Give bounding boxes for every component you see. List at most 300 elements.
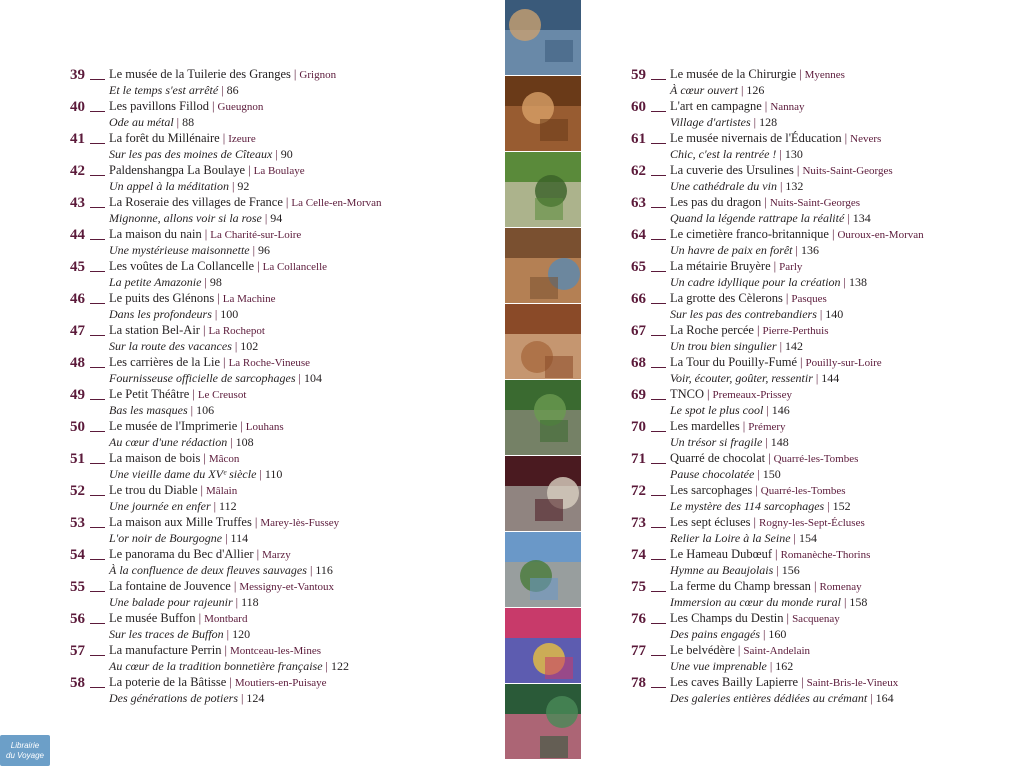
rock-formation-icon (505, 532, 581, 608)
separator: | (737, 643, 741, 657)
separator: | (753, 115, 757, 129)
entry-place: Sacquenay (792, 613, 840, 625)
toc-entry (631, 674, 1001, 706)
separator: | (285, 195, 289, 209)
separator: | (844, 131, 848, 145)
entry-number: 56 (70, 611, 85, 627)
entry-subtitle: Chic, c'est la rentrée ! (670, 147, 777, 161)
entry-number: 78 (631, 675, 646, 691)
entry-place: Saint-Andelain (743, 645, 811, 657)
entry-page: 132 (785, 179, 804, 193)
entry-subtitle: Sur les pas des contrebandiers (670, 307, 817, 321)
entry-title: La manufacture Perrin (109, 643, 222, 657)
entry-title: Le musée Buffon (109, 611, 196, 625)
number-rule (651, 623, 666, 624)
entry-place: Louhans (245, 421, 284, 433)
toc-entry (631, 514, 1001, 546)
right-column (631, 66, 1001, 706)
entry-number: 44 (70, 227, 85, 243)
toc-entry (631, 418, 1001, 450)
entry-place: Grignon (299, 69, 337, 81)
entry-title: Les sarcophages (670, 483, 753, 497)
number-rule (651, 143, 666, 144)
number-rule (90, 591, 105, 592)
entry-page: 160 (768, 627, 787, 641)
entry-page: 126 (746, 83, 765, 97)
mosaic-sculpture-icon (505, 0, 581, 76)
entry-place: Saint-Bris-le-Vineux (806, 677, 899, 689)
entry-title: Le belvédère (670, 643, 735, 657)
toc-entry (70, 610, 490, 642)
entry-place: La Collancelle (262, 261, 328, 273)
separator: | (793, 531, 796, 545)
entry-page: 94 (270, 211, 283, 225)
entry-number: 53 (70, 515, 85, 531)
entry-subtitle: Sur les traces de Buffon (109, 627, 224, 641)
separator: | (254, 515, 258, 529)
toc-entry (70, 674, 490, 706)
entry-subtitle: Un trou bien singulier (670, 339, 777, 353)
logo-line-2: du Voyage (6, 751, 44, 760)
entry-page: 158 (849, 595, 868, 609)
separator: | (222, 131, 226, 145)
left-column (70, 66, 490, 706)
entry-title: Le musée nivernais de l'Éducation (670, 131, 842, 145)
wine-bottle-icon (505, 456, 581, 532)
separator: | (773, 259, 777, 273)
entry-title: Le musée de la Tuilerie des Granges (109, 67, 291, 81)
separator: | (214, 307, 218, 321)
entry-place: Le Creusot (197, 389, 247, 401)
separator: | (769, 659, 773, 673)
toc-entry (70, 482, 490, 514)
castle-turret-icon (505, 228, 581, 304)
toc-entry (70, 226, 490, 258)
number-rule (651, 207, 666, 208)
number-rule (651, 175, 666, 176)
separator: | (204, 275, 207, 289)
entry-place: Mâlain (206, 485, 238, 497)
entry-subtitle: Un havre de paix en forêt (670, 243, 793, 257)
toc-entry (631, 226, 1001, 258)
entry-number: 50 (70, 419, 85, 435)
separator: | (779, 339, 782, 353)
entry-title: La fontaine de Jouvence (109, 579, 231, 593)
toc-entry (70, 66, 490, 98)
entry-page: 144 (821, 371, 840, 385)
entry-number: 76 (631, 611, 646, 627)
entry-subtitle: Mignonne, allons voir si la rose (109, 211, 262, 225)
entry-place: La Charité-sur-Loire (210, 229, 302, 241)
entry-place: Nannay (770, 101, 805, 113)
entry-page: 146 (771, 403, 790, 417)
entry-place: La Machine (222, 293, 276, 305)
entry-number: 75 (631, 579, 646, 595)
toc-entry (631, 194, 1001, 226)
entry-place: Nevers (850, 133, 882, 145)
separator: | (742, 419, 746, 433)
number-rule (90, 79, 105, 80)
separator: | (815, 371, 819, 385)
separator: | (768, 451, 771, 465)
wine-barrels-icon (505, 76, 581, 152)
entry-subtitle: Le spot le plus cool (670, 403, 764, 417)
entry-place: Nuits-Saint-Georges (802, 165, 893, 177)
separator: | (796, 163, 800, 177)
number-rule (90, 623, 105, 624)
separator: | (741, 83, 744, 97)
number-rule (90, 367, 105, 368)
number-rule (651, 271, 666, 272)
entry-place: Nuits-Saint-Georges (769, 197, 861, 209)
entry-title: La ferme du Champ bressan (670, 579, 811, 593)
entry-number: 39 (70, 67, 85, 83)
entry-subtitle: À cœur ouvert (670, 83, 738, 97)
entry-title: Les carrières de la Lie (109, 355, 221, 369)
separator: | (756, 323, 760, 337)
entry-number: 46 (70, 291, 85, 307)
entry-subtitle: Le mystère des 114 sarcophages (670, 499, 825, 513)
number-rule (651, 431, 666, 432)
entry-place: La Celle-en-Morvan (291, 197, 382, 209)
separator: | (223, 355, 226, 369)
entry-place: Messigny-et-Vantoux (239, 581, 335, 593)
entry-page: 148 (770, 435, 789, 449)
number-rule (651, 655, 666, 656)
separator: | (235, 595, 239, 609)
entry-title: L'art en campagne (670, 99, 762, 113)
separator: | (786, 611, 790, 625)
separator: | (779, 147, 782, 161)
entry-subtitle: Sur la route des vacances (109, 339, 232, 353)
number-rule (90, 655, 105, 656)
entry-page: 122 (330, 659, 349, 673)
number-rule (90, 559, 105, 560)
separator: | (801, 675, 804, 689)
entry-page: 106 (196, 403, 215, 417)
separator: | (298, 371, 301, 385)
entry-number: 63 (631, 195, 646, 211)
entry-subtitle: Et le temps s'est arrêté (109, 83, 219, 97)
entry-page: 86 (226, 83, 239, 97)
water-lilies-icon (505, 684, 581, 760)
number-rule (90, 687, 105, 688)
separator: | (707, 387, 710, 401)
entry-place: Romanèche-Thorins (780, 549, 871, 561)
entry-page: 102 (240, 339, 259, 353)
entry-number: 73 (631, 515, 646, 531)
entry-page: 116 (315, 563, 333, 577)
entry-page: 118 (241, 595, 259, 609)
entry-page: 152 (832, 499, 851, 513)
entry-place: Premeaux-Prissey (712, 389, 792, 401)
librairie-du-voyage-logo (0, 735, 50, 766)
number-rule (651, 335, 666, 336)
separator: | (766, 403, 769, 417)
entry-subtitle: La petite Amazonie (109, 275, 202, 289)
entry-page: 90 (280, 147, 293, 161)
entry-place: Quarré-les-Tombes (773, 453, 859, 465)
entry-title: Le cimetière franco-britannique (670, 227, 829, 241)
entry-place: Montceau-les-Mines (229, 645, 321, 657)
separator: | (259, 467, 262, 481)
entry-page: 154 (798, 531, 817, 545)
entry-page: 136 (800, 243, 819, 257)
entry-subtitle: Un cadre idyllique pour la création (670, 275, 841, 289)
entry-number: 72 (631, 483, 646, 499)
entry-place: Izeure (228, 133, 256, 145)
number-rule (651, 399, 666, 400)
entry-page: 142 (784, 339, 803, 353)
number-rule (651, 527, 666, 528)
entry-title: Paldenshangpa La Boulaye (109, 163, 246, 177)
entry-title: Quarré de chocolat (670, 451, 766, 465)
number-rule (90, 527, 105, 528)
separator: | (844, 595, 847, 609)
entry-page: 138 (848, 275, 867, 289)
entry-title: La poterie de la Bâtisse (109, 675, 227, 689)
stone-bridge-icon (505, 380, 581, 456)
entry-subtitle: Une cathédrale du vin (670, 179, 777, 193)
separator: | (776, 563, 779, 577)
entry-place: Ouroux-en-Morvan (837, 229, 924, 241)
entry-title: La métairie Bruyère (670, 259, 771, 273)
entry-title: Le panorama du Bec d'Allier (109, 547, 254, 561)
entry-number: 45 (70, 259, 85, 275)
separator: | (200, 483, 204, 497)
number-rule (651, 79, 666, 80)
separator: | (775, 547, 778, 561)
entry-number: 58 (70, 675, 85, 691)
entry-title: La cuverie des Ursulines (670, 163, 794, 177)
number-rule (651, 303, 666, 304)
separator: | (190, 403, 194, 417)
entry-page: 164 (875, 691, 894, 705)
number-rule (90, 303, 105, 304)
entry-place: Marey-lès-Fussey (260, 517, 340, 529)
entry-place: La Roche-Vineuse (228, 357, 311, 369)
entry-page: 104 (303, 371, 322, 385)
toc-entry (70, 162, 490, 194)
entry-title: La grotte des Cèlerons (670, 291, 783, 305)
entry-title: Le Hameau Dubœuf (670, 547, 773, 561)
separator: | (226, 627, 230, 641)
separator: | (764, 99, 768, 113)
entry-number: 77 (631, 643, 646, 659)
entry-number: 64 (631, 227, 646, 243)
separator: | (252, 243, 256, 257)
entry-title: La forêt du Millénaire (109, 131, 220, 145)
entry-page: 130 (784, 147, 803, 161)
entry-number: 60 (631, 99, 646, 115)
toc-entry (631, 610, 1001, 642)
entry-number: 49 (70, 387, 85, 403)
entry-place: Pasques (791, 293, 827, 305)
toc-entry (631, 450, 1001, 482)
entry-page: 150 (762, 467, 781, 481)
entry-page: 134 (852, 211, 871, 225)
separator: | (753, 515, 757, 529)
separator: | (225, 531, 228, 545)
entry-number: 61 (631, 131, 646, 147)
photo-strip (505, 0, 581, 766)
entry-title: La maison du nain (109, 227, 202, 241)
separator: | (202, 323, 206, 337)
logo-line-1: Librairie (10, 741, 40, 750)
toc-entry (631, 354, 1001, 386)
entry-subtitle: Des galeries entières dédiées au crémant (670, 691, 868, 705)
entry-title: Les sept écluses (670, 515, 751, 529)
toc-entry (70, 258, 490, 290)
toc-entry (70, 386, 490, 418)
entry-number: 74 (631, 547, 646, 563)
entry-title: Le puits des Glénons (109, 291, 215, 305)
separator: | (234, 339, 238, 353)
separator: | (763, 627, 766, 641)
number-rule (90, 111, 105, 112)
entry-number: 41 (70, 131, 85, 147)
entry-title: La Roseraie des villages de France (109, 195, 283, 209)
entry-title: Le trou du Diable (109, 483, 198, 497)
separator: | (248, 163, 251, 177)
entry-title: TNCO (670, 387, 705, 401)
entry-subtitle: Des pains engagés (670, 627, 760, 641)
entry-title: Le Petit Théâtre (109, 387, 190, 401)
toc-entry (70, 514, 490, 546)
toc-entry (70, 98, 490, 130)
separator: | (795, 243, 798, 257)
number-rule (90, 175, 105, 176)
entry-number: 62 (631, 163, 646, 179)
separator: | (203, 451, 206, 465)
entry-place: Pouilly-sur-Loire (805, 357, 882, 369)
toc-entry (631, 578, 1001, 610)
number-rule (90, 239, 105, 240)
entry-page: 88 (182, 115, 195, 129)
entry-place: La Boulaye (253, 165, 305, 177)
number-rule (90, 463, 105, 464)
entry-subtitle: Au cœur de la tradition bonnetière française (109, 659, 323, 673)
entry-place: Montbard (204, 613, 248, 625)
entry-page: 100 (220, 307, 239, 321)
separator: | (843, 275, 846, 289)
entry-place: Romenay (819, 581, 862, 593)
entry-page: 162 (775, 659, 794, 673)
entry-title: Les pavillons Fillod (109, 99, 209, 113)
number-rule (90, 399, 105, 400)
toc-entry (631, 386, 1001, 418)
bread-loaves-icon (505, 304, 581, 380)
entry-subtitle: Un trésor si fragile (670, 435, 763, 449)
entry-title: Le musée de l'Imprimerie (109, 419, 238, 433)
separator: | (755, 483, 758, 497)
separator: | (309, 563, 313, 577)
entry-title: La Tour du Pouilly-Fumé (670, 355, 798, 369)
entry-place: Pierre-Perthuis (762, 325, 829, 337)
number-rule (90, 335, 105, 336)
number-rule (651, 559, 666, 560)
separator: | (240, 691, 244, 705)
number-rule (90, 207, 105, 208)
entry-page: 120 (232, 627, 251, 641)
entry-title: Les mardelles (670, 419, 740, 433)
number-rule (90, 431, 105, 432)
number-rule (651, 687, 666, 688)
separator: | (799, 67, 802, 81)
entry-subtitle: Relier la Loire à la Seine (670, 531, 791, 545)
toc-entry (70, 290, 490, 322)
entry-place: Parly (779, 261, 803, 273)
separator: | (275, 147, 278, 161)
number-rule (651, 367, 666, 368)
entry-number: 66 (631, 291, 646, 307)
entry-number: 68 (631, 355, 646, 371)
entry-subtitle: À la confluence de deux fleuves sauvages (109, 563, 307, 577)
number-rule (90, 495, 105, 496)
entry-number: 51 (70, 451, 85, 467)
toc-entry (631, 130, 1001, 162)
entry-number: 71 (631, 451, 646, 467)
entry-title: La Roche percée (670, 323, 754, 337)
entry-page: 128 (759, 115, 778, 129)
toc-entry (70, 642, 490, 674)
number-rule (90, 271, 105, 272)
separator: | (240, 419, 243, 433)
entry-page: 112 (219, 499, 237, 513)
entry-subtitle: Un appel à la méditation (109, 179, 229, 193)
toc-entry (70, 322, 490, 354)
number-rule (651, 463, 666, 464)
separator: | (827, 499, 830, 513)
entry-subtitle: Une vieille dame du XVᵉ siècle (109, 467, 257, 481)
separator: | (213, 499, 217, 513)
entry-subtitle: Une vue imprenable (670, 659, 767, 673)
entry-place: Rogny-les-Sept-Écluses (759, 517, 865, 529)
separator: | (256, 547, 260, 561)
entry-subtitle: Village d'artistes (670, 115, 751, 129)
entry-number: 42 (70, 163, 85, 179)
entry-subtitle: Au cœur d'une rédaction (109, 435, 228, 449)
separator: | (233, 579, 237, 593)
entry-title: La station Bel-Air (109, 323, 200, 337)
entry-subtitle: Des générations de potiers (109, 691, 238, 705)
separator: | (847, 211, 850, 225)
entry-place: Gueugnon (217, 101, 264, 113)
entry-number: 52 (70, 483, 85, 499)
entry-subtitle: Une journée en enfer (109, 499, 211, 513)
entry-page: 98 (209, 275, 222, 289)
entry-page: 124 (246, 691, 265, 705)
separator: | (212, 99, 215, 113)
entry-title: Les pas du dragon (670, 195, 762, 209)
entry-number: 59 (631, 67, 646, 83)
entry-subtitle: Une mystérieuse maisonnette (109, 243, 250, 257)
colorful-mural-icon (505, 608, 581, 684)
entry-page: 110 (264, 467, 283, 481)
entry-place: Quarré-les-Tombes (760, 485, 846, 497)
entry-subtitle: Hymne au Beaujolais (670, 563, 774, 577)
entry-number: 54 (70, 547, 85, 563)
separator: | (831, 227, 835, 241)
number-rule (651, 495, 666, 496)
entry-number: 55 (70, 579, 85, 595)
separator: | (325, 659, 328, 673)
toc-entry (631, 482, 1001, 514)
entry-number: 67 (631, 323, 646, 339)
entry-number: 43 (70, 195, 85, 211)
number-rule (651, 111, 666, 112)
separator: | (813, 579, 817, 593)
